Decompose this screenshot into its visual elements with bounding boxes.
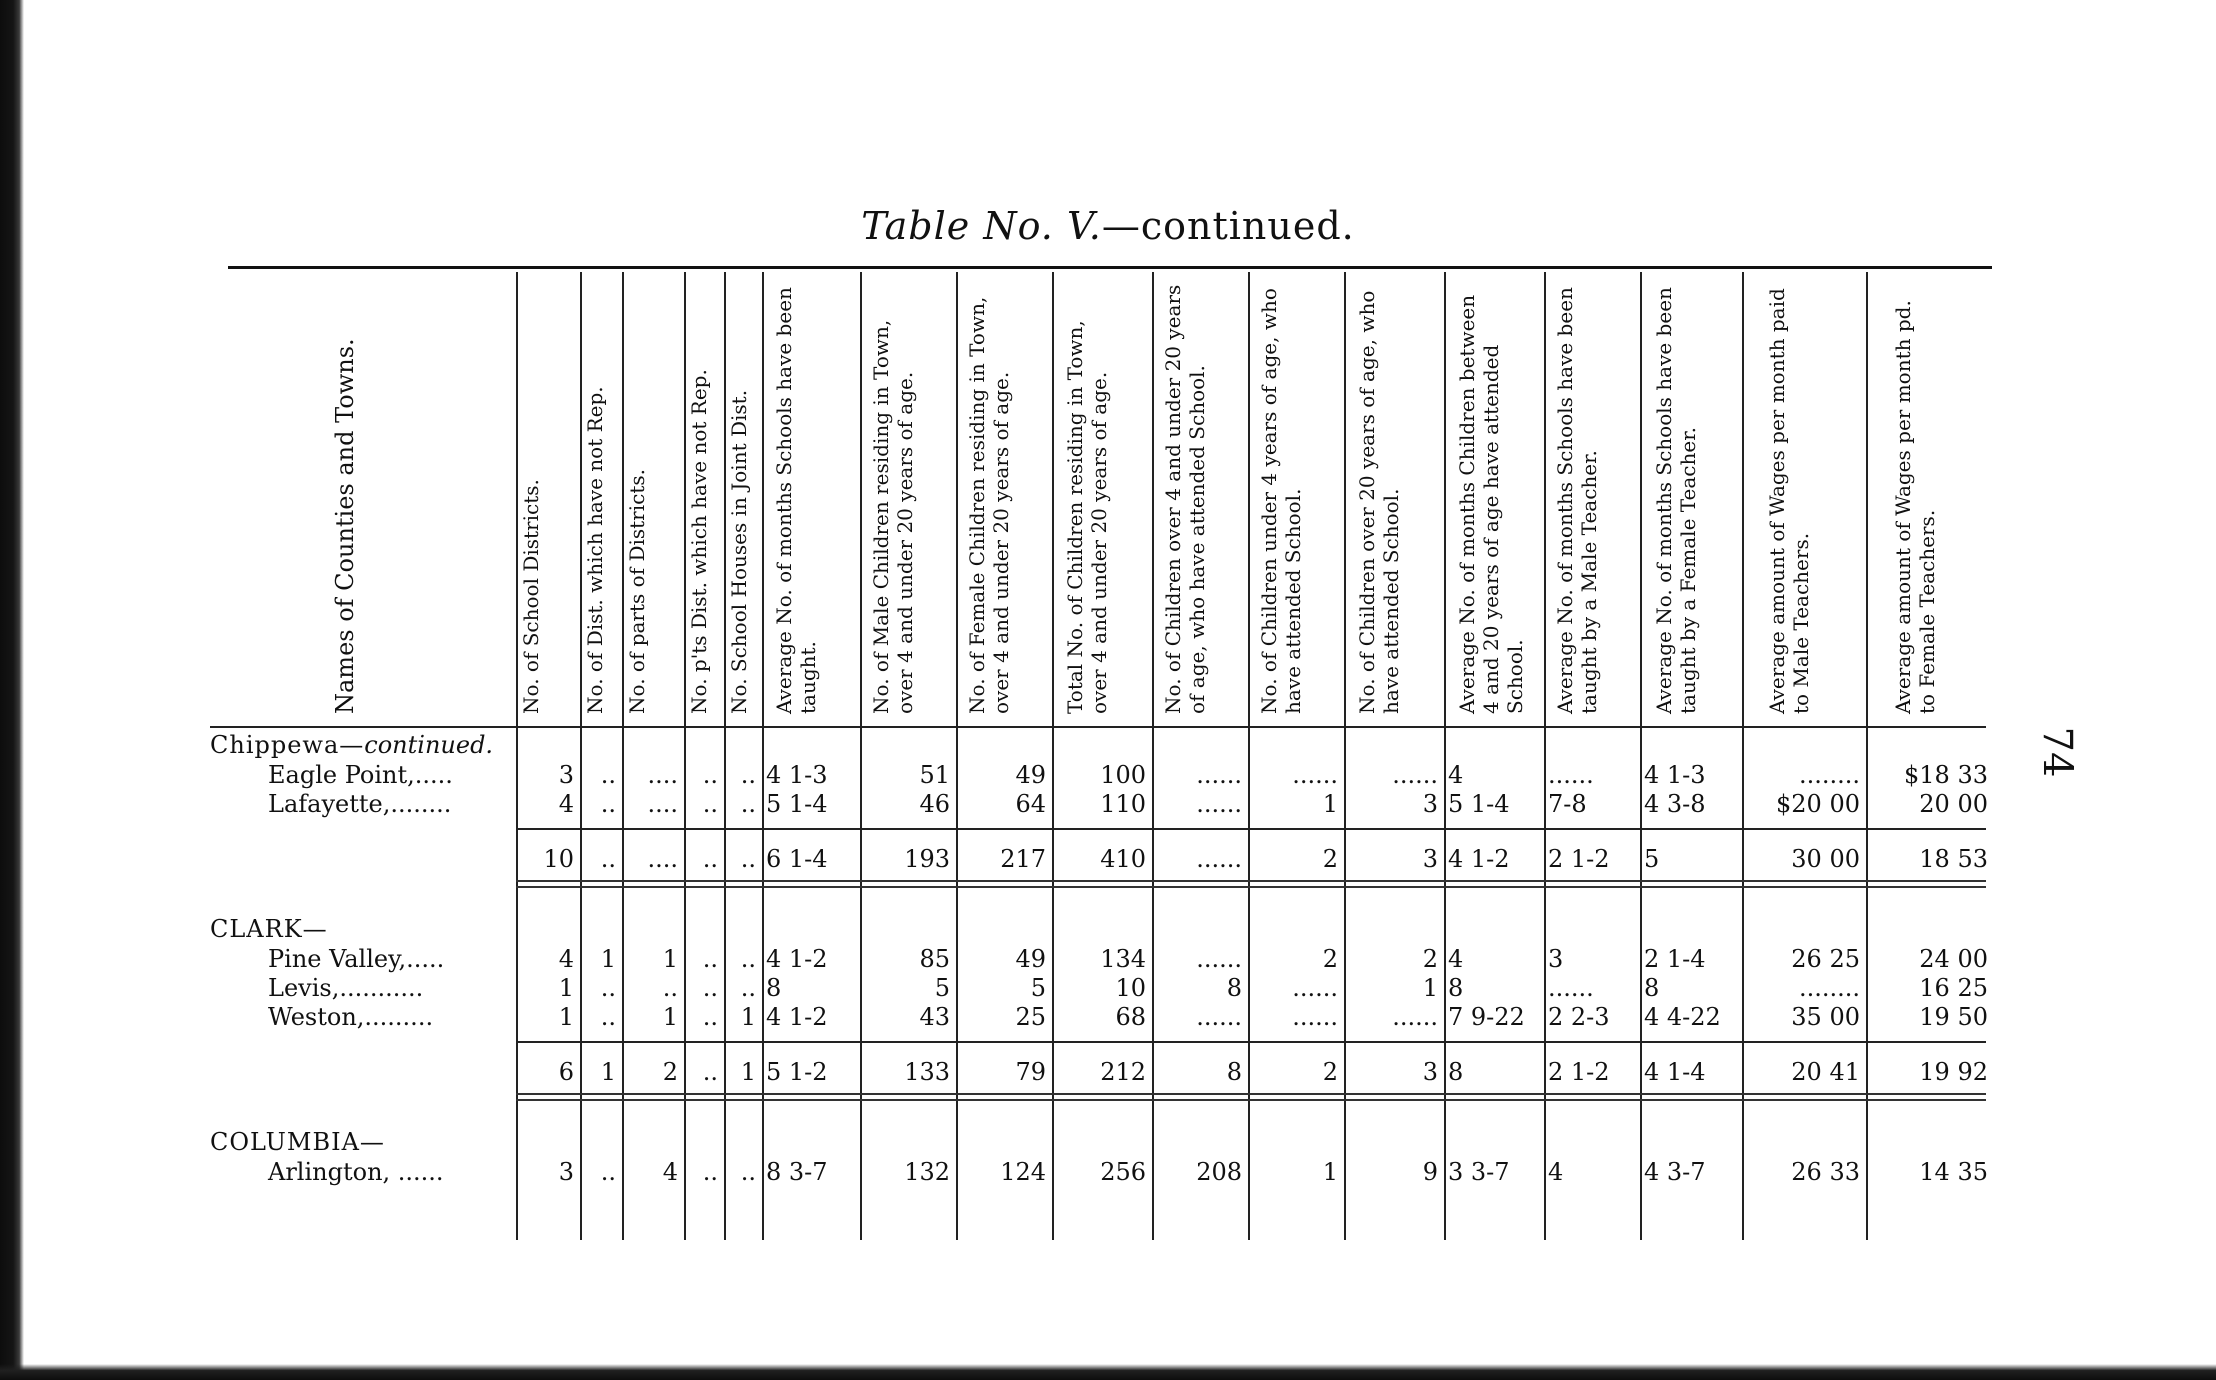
double-rule-1 (516, 880, 1986, 882)
column-header-5: No. School Houses in Joint Dist. (727, 389, 751, 714)
town-row-cell: 10 (1115, 974, 1146, 1002)
town-row-cell: .. (740, 945, 756, 973)
town-row-cell: 256 (1100, 1158, 1146, 1186)
town-row-cell: 4 1-3 (766, 761, 828, 789)
town-row-cell: 3 (558, 1158, 574, 1186)
town-row-cell: ...... (1196, 1003, 1242, 1031)
column-header-14: Average No. of months Schools have been taught by a Male Teacher. (1553, 287, 1601, 714)
total-row-cell: 410 (1100, 845, 1146, 873)
town-row-cell: 26 25 (1791, 945, 1860, 973)
town-row-cell: 2 2-3 (1548, 1003, 1610, 1031)
town-row-cell: .. (600, 974, 616, 1002)
town-row-cell: 4 1-3 (1644, 761, 1706, 789)
town-row-cell: 49 (1015, 761, 1046, 789)
town-row-cell: .... (647, 761, 678, 789)
town-name: Pine Valley,..... (268, 945, 445, 973)
column-header-1: No. of School Districts. (519, 479, 543, 714)
total-row-cell: 18 53 (1919, 845, 1988, 873)
town-row-cell: .. (600, 761, 616, 789)
town-row-cell: .. (702, 1003, 718, 1031)
county-heading (210, 730, 493, 760)
town-row-cell: 8 3-7 (766, 1158, 828, 1186)
town-row-cell: 64 (1015, 790, 1046, 818)
total-row-cell: 30 00 (1791, 845, 1860, 873)
town-row-cell: 5 (1030, 974, 1046, 1002)
total-row-cell: 5 1-2 (766, 1058, 828, 1086)
town-row-cell: 43 (919, 1003, 950, 1031)
total-row-cell: 217 (1000, 845, 1046, 873)
column-header-4: No. p'ts Dist. which have not Rep. (687, 369, 711, 714)
column-header-16: Average amount of Wages per month paid to Male Teachers. (1765, 288, 1813, 714)
county-heading (210, 1127, 385, 1157)
town-row-cell: 20 00 (1919, 790, 1988, 818)
town-row-cell: ...... (1292, 1003, 1338, 1031)
column-header-2: No. of Dist. which have not Rep. (583, 386, 607, 714)
town-row-cell: 1 (662, 945, 678, 973)
total-row-cell: 2 1-2 (1548, 845, 1610, 873)
town-row-cell: 4 3-8 (1644, 790, 1706, 818)
town-row-cell: 1 (740, 1003, 756, 1031)
total-row-cell: .. (600, 845, 616, 873)
town-row-cell: .. (702, 945, 718, 973)
town-row-cell: 132 (904, 1158, 950, 1186)
town-row-cell: 3 (558, 761, 574, 789)
town-row-cell: 7 9-22 (1448, 1003, 1525, 1031)
town-name: Lafayette,........ (268, 790, 452, 818)
town-row-cell: 3 3-7 (1448, 1158, 1510, 1186)
town-row-cell: 26 33 (1791, 1158, 1860, 1186)
column-header-13: Average No. of months Children between 4 and 20 years of age have attended School. (1455, 294, 1527, 714)
town-row-cell: 2 (1422, 945, 1438, 973)
town-row-cell: 16 25 (1919, 974, 1988, 1002)
town-row-cell: 9 (1422, 1158, 1438, 1186)
town-row-cell: 4 4-22 (1644, 1003, 1721, 1031)
town-row-cell: ...... (1548, 974, 1594, 1002)
town-row-cell: ...... (1292, 974, 1338, 1002)
double-rule-2 (516, 1099, 1986, 1101)
county-name-suffix: continued. (364, 731, 494, 759)
column-header-3: No. of parts of Districts. (625, 469, 649, 714)
town-row-cell: ...... (1196, 761, 1242, 789)
total-row-cell: 19 92 (1919, 1058, 1988, 1086)
total-row-cell: 20 41 (1791, 1058, 1860, 1086)
town-row-cell: 19 50 (1919, 1003, 1988, 1031)
town-row-cell: 8 (1448, 974, 1464, 1002)
total-row-cell: 4 1-2 (1448, 845, 1510, 873)
town-row-cell: 8 (1226, 974, 1242, 1002)
town-row-cell: 35 00 (1791, 1003, 1860, 1031)
town-row-cell: $18 33 (1904, 761, 1988, 789)
column-header-8: No. of Female Children residing in Town, over 4 and under 20 years of age. (965, 296, 1013, 714)
town-row-cell: ...... (1196, 790, 1242, 818)
total-row-cell: .. (740, 845, 756, 873)
town-row-cell: 1 (1422, 974, 1438, 1002)
town-row-cell: ...... (1196, 945, 1242, 973)
title-main: Table No. V. (861, 204, 1102, 248)
total-row-cell: 1 (740, 1058, 756, 1086)
total-row-cell: 6 1-4 (766, 845, 828, 873)
town-row-cell: 1 (662, 1003, 678, 1031)
town-row-cell: .. (600, 790, 616, 818)
town-row-cell: 2 1-4 (1644, 945, 1706, 973)
title-suffix: —continued. (1101, 204, 1355, 248)
town-row-cell: 208 (1196, 1158, 1242, 1186)
town-row-cell: 4 3-7 (1644, 1158, 1706, 1186)
town-row-cell: .... (647, 790, 678, 818)
town-row-cell: 24 00 (1919, 945, 1988, 973)
total-row-cell: 1 (600, 1058, 616, 1086)
town-row-cell: 1 (558, 974, 574, 1002)
town-row-cell: 49 (1015, 945, 1046, 973)
column-header-9: Total No. of Children residing in Town, over 4 and under 20 years of age. (1063, 320, 1111, 714)
total-row-cell: .. (702, 1058, 718, 1086)
town-row-cell: 5 1-4 (1448, 790, 1510, 818)
town-row-cell: ...... (1292, 761, 1338, 789)
total-row-cell: 5 (1644, 845, 1660, 873)
total-row-cell: 79 (1015, 1058, 1046, 1086)
total-row-cell: ...... (1196, 845, 1242, 873)
page-number: 74 (2034, 726, 2080, 778)
town-row-cell: 4 1-2 (766, 1003, 828, 1031)
town-row-cell: 134 (1100, 945, 1146, 973)
header-bottom-rule (210, 726, 1986, 728)
town-row-cell: 100 (1100, 761, 1146, 789)
town-row-cell: .. (740, 974, 756, 1002)
column-header-10: No. of Children over 4 and under 20 years of age, who have attended School. (1161, 284, 1209, 714)
double-rule-1 (516, 1093, 1986, 1095)
total-row-cell: 212 (1100, 1058, 1146, 1086)
town-row-cell: 1 (558, 1003, 574, 1031)
town-row-cell: ...... (1392, 1003, 1438, 1031)
town-row-cell: .. (600, 1158, 616, 1186)
town-row-cell: .. (702, 790, 718, 818)
town-row-cell: ........ (1798, 761, 1860, 789)
town-name: Eagle Point,..... (268, 761, 453, 789)
town-row-cell: 4 (1548, 1158, 1564, 1186)
column-header-12: No. of Children over 20 years of age, who have attended School. (1355, 290, 1403, 714)
town-name: Weston,......... (268, 1003, 434, 1031)
town-row-cell: 8 (1644, 974, 1660, 1002)
town-row-cell: 4 (662, 1158, 678, 1186)
total-row-cell: 3 (1422, 1058, 1438, 1086)
total-row-cell: 8 (1448, 1058, 1464, 1086)
column-header-7: No. of Male Children residing in Town, over 4 and under 20 years of age. (869, 319, 917, 714)
town-row-cell: 1 (600, 945, 616, 973)
town-row-cell: 4 (1448, 761, 1464, 789)
column-header-0: Names of Counties and Towns. (331, 338, 359, 714)
total-row-cell: 133 (904, 1058, 950, 1086)
town-row-cell: 51 (919, 761, 950, 789)
town-row-cell: 85 (919, 945, 950, 973)
total-row-cell: 2 (662, 1058, 678, 1086)
town-row-cell: .. (702, 761, 718, 789)
town-row-cell: ........ (1798, 974, 1860, 1002)
scan-edge-bottom (0, 1364, 2216, 1380)
column-header-11: No. of Children under 4 years of age, who have attended School. (1257, 288, 1305, 714)
town-row-cell: 25 (1015, 1003, 1046, 1031)
column-header-6: Average No. of months Schools have been taught. (772, 287, 820, 714)
town-row-cell: 68 (1115, 1003, 1146, 1031)
town-row-cell: 8 (766, 974, 782, 1002)
town-row-cell: .. (662, 974, 678, 1002)
column-header-17: Average amount of Wages per month pd. to Female Teachers. (1891, 300, 1939, 714)
town-name: Levis,........... (268, 974, 424, 1002)
total-row-cell: 4 1-4 (1644, 1058, 1706, 1086)
subtotal-rule (516, 1041, 1986, 1043)
town-row-cell: $20 00 (1776, 790, 1860, 818)
total-row-cell: 193 (904, 845, 950, 873)
county-heading (210, 914, 328, 944)
town-row-cell: ...... (1392, 761, 1438, 789)
town-row-cell: .. (740, 761, 756, 789)
column-header-15: Average No. of months Schools have been taught by a Female Teacher. (1652, 287, 1700, 714)
town-row-cell: 7-8 (1548, 790, 1587, 818)
town-row-cell: .. (600, 1003, 616, 1031)
town-row-cell: 3 (1548, 945, 1564, 973)
town-name: Arlington, ...... (268, 1158, 444, 1186)
town-row-cell: 46 (919, 790, 950, 818)
total-row-cell: .... (647, 845, 678, 873)
town-row-cell: .. (702, 1158, 718, 1186)
total-row-cell: 10 (543, 845, 574, 873)
town-row-cell: 1 (1322, 790, 1338, 818)
total-row-cell: 2 1-2 (1548, 1058, 1610, 1086)
town-row-cell: 4 (558, 790, 574, 818)
town-row-cell: ...... (1548, 761, 1594, 789)
town-row-cell: .. (702, 974, 718, 1002)
double-rule-2 (516, 886, 1986, 888)
town-row-cell: 3 (1422, 790, 1438, 818)
town-row-cell: 1 (1322, 1158, 1338, 1186)
total-row-cell: .. (702, 845, 718, 873)
county-name: Chippewa— (210, 731, 365, 759)
town-row-cell: 4 (1448, 945, 1464, 973)
subtotal-rule (516, 828, 1986, 830)
table-top-rule (228, 266, 1992, 269)
total-row-cell: 3 (1422, 845, 1438, 873)
town-row-cell: 5 (934, 974, 950, 1002)
town-row-cell: .. (740, 790, 756, 818)
total-row-cell: 2 (1322, 845, 1338, 873)
town-row-cell: 2 (1322, 945, 1338, 973)
town-row-cell: 5 1-4 (766, 790, 828, 818)
total-row-cell: 2 (1322, 1058, 1338, 1086)
total-row-cell: 6 (558, 1058, 574, 1086)
page-title (0, 204, 2216, 248)
town-row-cell: .. (740, 1158, 756, 1186)
county-name: CLARK— (210, 915, 328, 943)
town-row-cell: 14 35 (1919, 1158, 1988, 1186)
town-row-cell: 110 (1100, 790, 1146, 818)
total-row-cell: 8 (1226, 1058, 1242, 1086)
county-name: COLUMBIA— (210, 1128, 385, 1156)
town-row-cell: 4 1-2 (766, 945, 828, 973)
town-row-cell: 124 (1000, 1158, 1046, 1186)
town-row-cell: 4 (558, 945, 574, 973)
